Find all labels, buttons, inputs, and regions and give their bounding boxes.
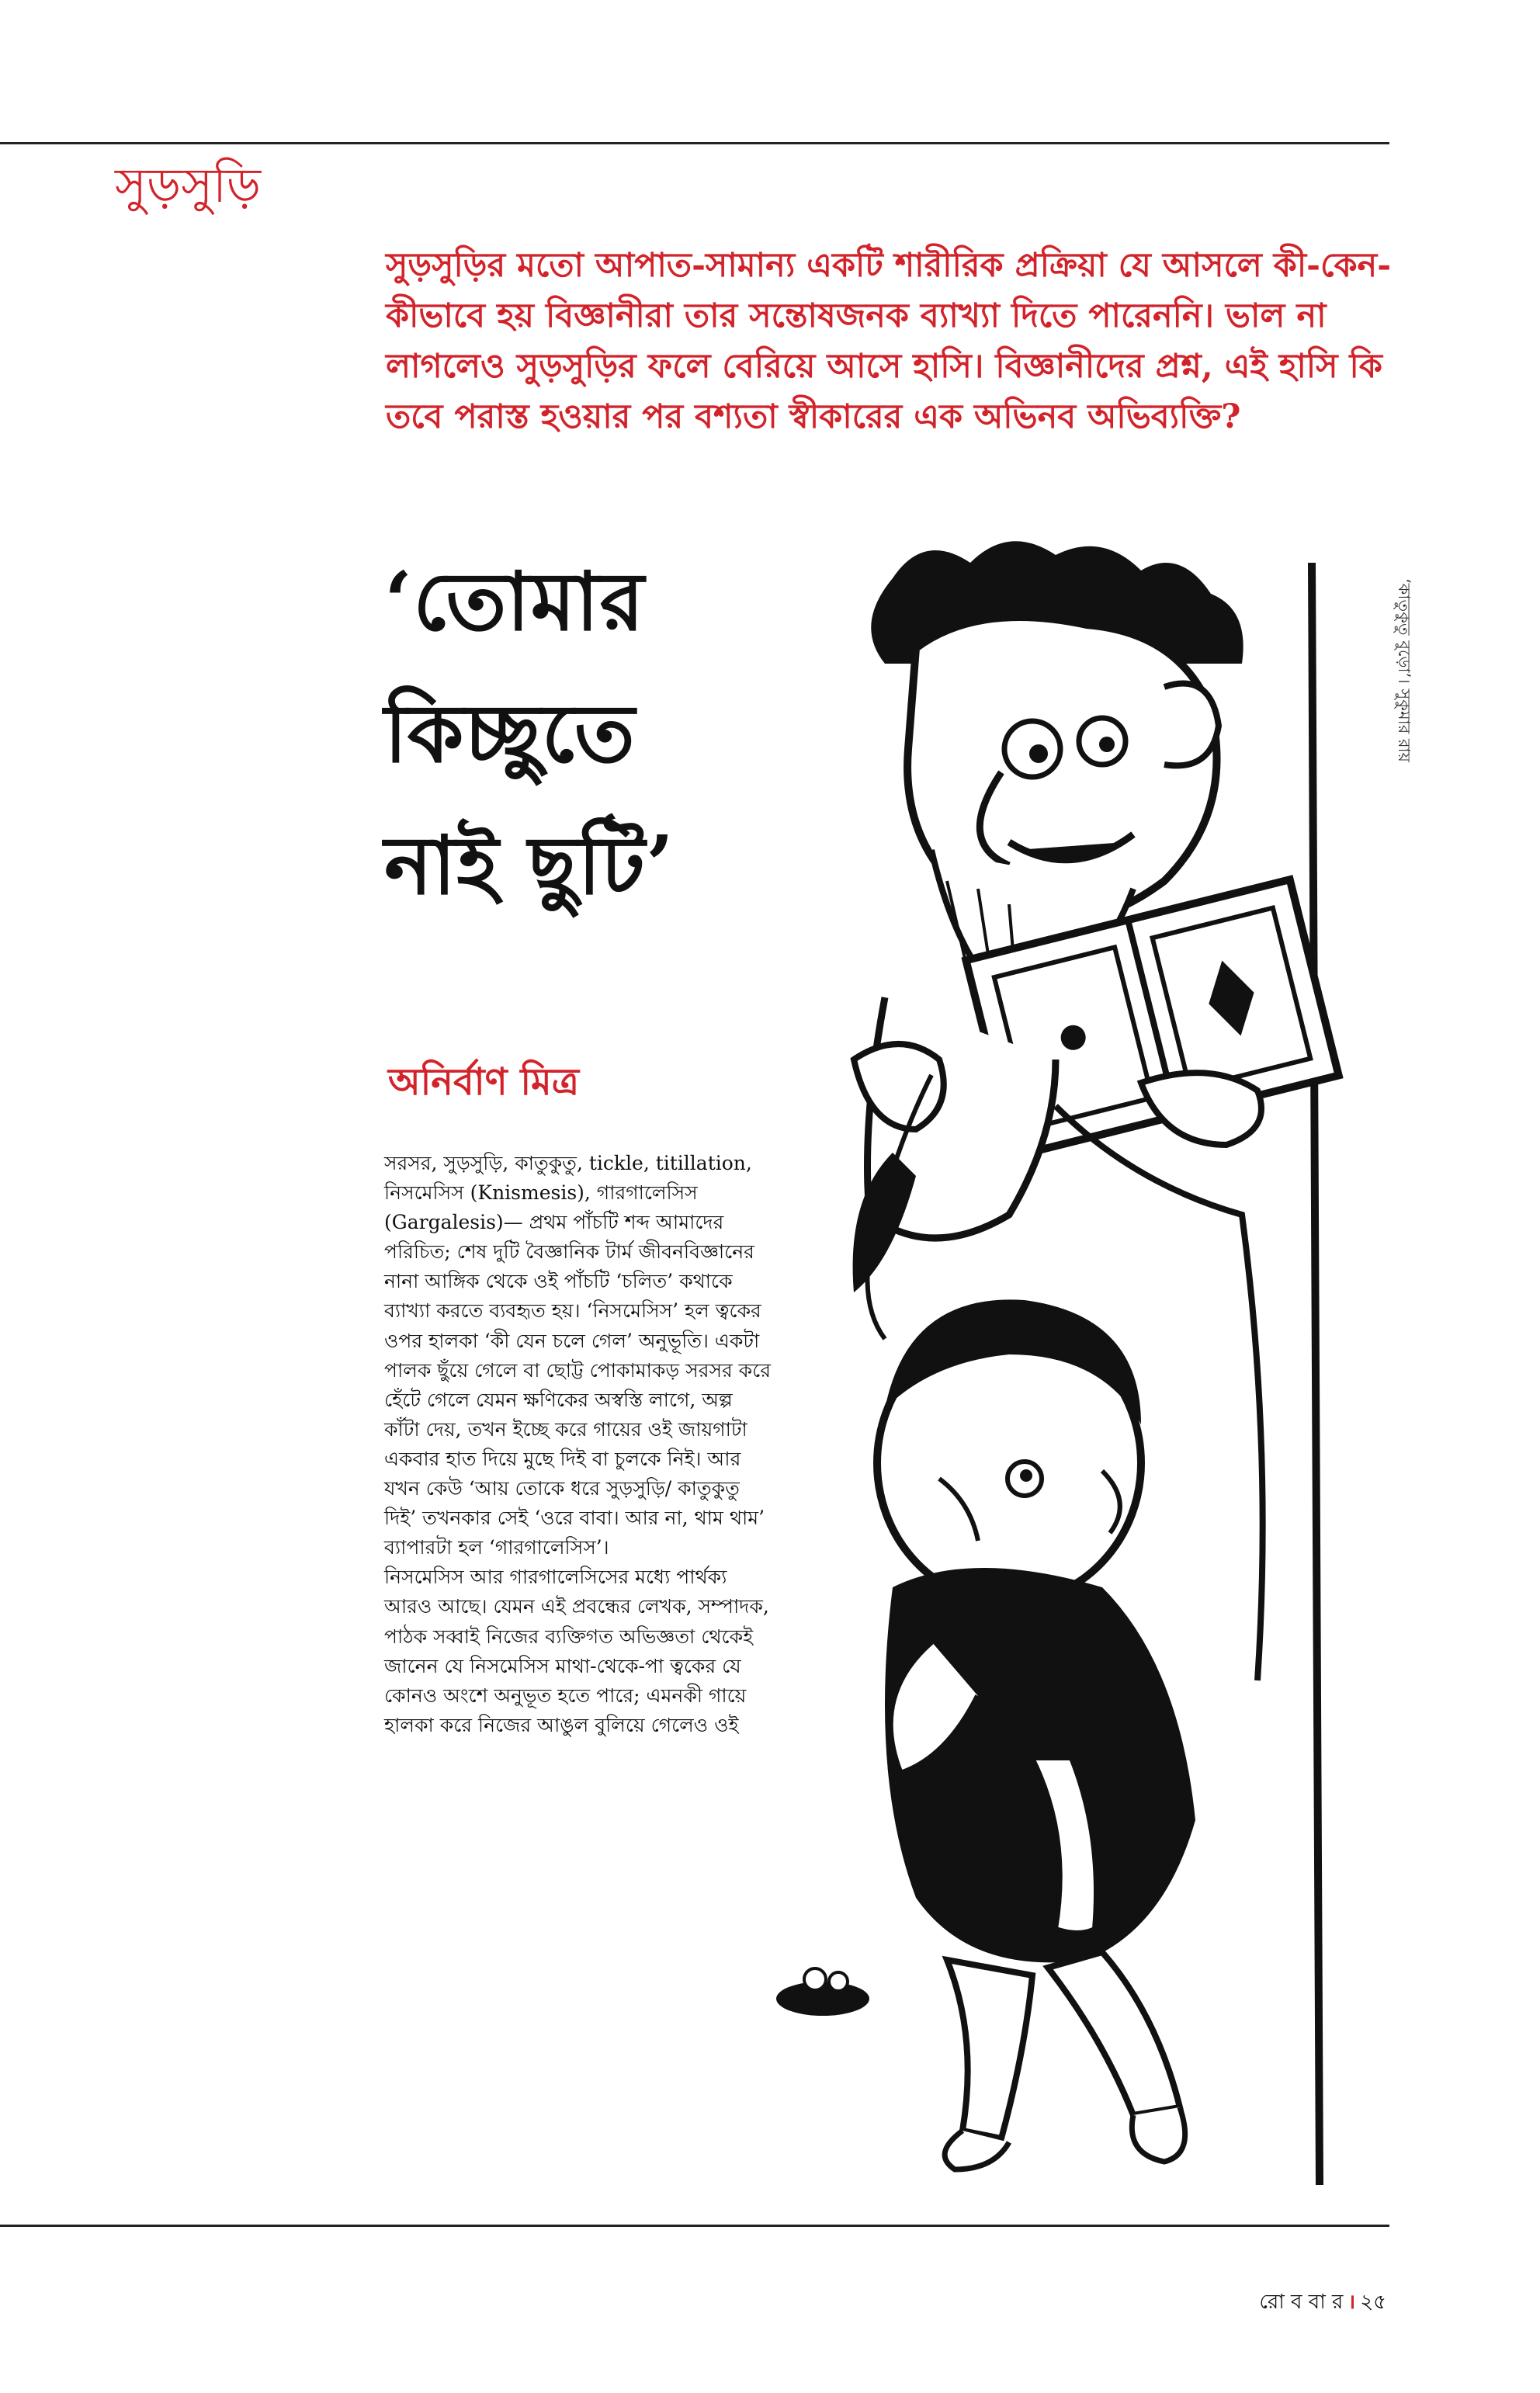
page-folio: রো ব বা র । ২৫ [1259,2291,1386,2314]
magazine-name: রো ব বা র [1259,2291,1344,2314]
headline-line-2: কিচ্ছুতে [384,685,636,781]
byline: অনির্বাণ মিত্র [388,1060,579,1104]
headline-line-3: নাই ছুটি’ [384,817,675,913]
headline-line-1: ‘তোমার [384,553,645,649]
standfirst: সুড়সুড়ির মতো আপাত-সামান্য একটি শারীরিক প্রক্রিয়া যে আসলে কী-কেন-কীভাবে হয় বিজ্ঞানীরা তার সন্তোষজনক ব্যাখ্যা দিতে পারেননি। ভাল না লাগলেও সুড়সুড়ির ফলে বেরিয়ে আসে হাসি। বিজ্ঞানীদের প্রশ্ন, এই হাসি কি তবে পরাস্ত হওয়ার পর বশ্যতা স্বীকারের এক অভিনব অভিব্যক্তি? [386,246,1392,436]
page-number: ২৫ [1360,2291,1386,2314]
top-rule [0,142,1389,144]
illustration-credit: ‘কাতুকুতু বুড়ো’। সুকুমার রায় [1395,578,1413,762]
bottom-rule [0,2225,1389,2227]
article-body: সরসর, সুড়সুড়ি, কাতুকুতু, tickle, titillation, নিসমেসিস (Knismesis), গারগালেসিস (Gargalesis)— প্রথম পাঁচটি শব্দ আমাদের পরিচিত; শেষ দুটি বৈজ্ঞানিক টার্ম জীবনবিজ্ঞানের নানা আঙ্গিক থেকে ওই পাঁচটি ‘চলিত’ কথাকে ব্যাখ্যা করতে ব্যবহৃত হয়। ‘নিসমেসিস’ হল ত্বকের ওপর হালকা ‘কী যেন চলে গেল’ অনুভূতি। একটা পালক ছুঁয়ে গেলে বা ছোট্ট পোকামাকড় সরসর করে হেঁটে গেলে যেমন ক্ষণিকের অস্বস্তি লাগে, অল্প কাঁটা দেয়, তখন ইচ্ছে করে গায়ের ওই জায়গাটা একবার হাত দিয়ে মুছে দিই বা চুলকে নিই। আর যখন কেউ ‘আয় তোকে ধরে সুড়সুড়ি/ কাতুকুতু দিই’ তখনকার সেই ‘ওরে বাবা। আর না, থাম থাম’ ব্যাপারটা হল ‘গারগালেসিস’। নিসমেসিস আর গারগালেসিসের মধ্যে পার্থক্য আরও আছে। যেমন এই প্রবন্ধের লেখক, সম্পাদক, পাঠক সব্বাই নিজের ব্যক্তিগত অভিজ্ঞতা থেকেই জানেন যে নিসমেসিস মাথা-থেকে-পা ত্বকের যে কোনও অংশে অনুভূত হতে পারে; এমনকী গায়ে হালকা করে নিজের আঙুল বুলিয়ে গেলেও ওই [384,1152,771,1736]
section-title: সুড়সুড়ি [115,157,262,213]
tickling-illustration [776,516,1366,2208]
